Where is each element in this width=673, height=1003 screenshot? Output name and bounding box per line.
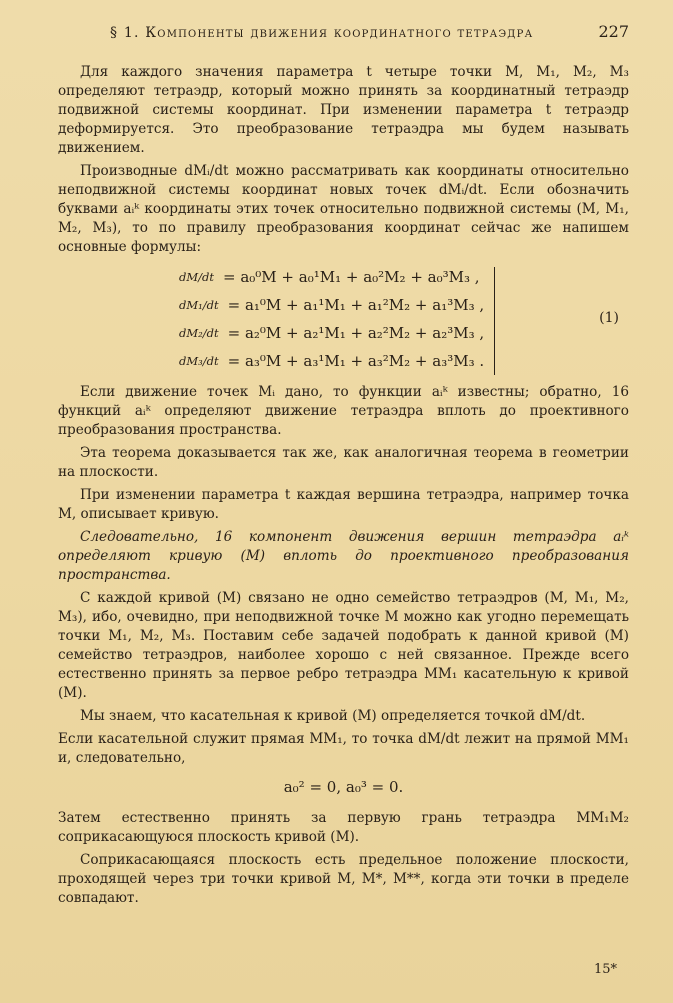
equation-lhs: dM₁/dt <box>179 297 219 312</box>
paragraph: С каждой кривой (M) связано не одно семейство тетраэдров (M, M₁, M₂, M₃), ибо, очевидно, при неподвижной точке M можно как угодно перемещать точки M₁, M₂, M₃. Поставим себе задачей подобрать к данной кривой (M) семейство тетраэдров, наиболее хорошо с ней связанное. Прежде всего естественно принять за первое ребро тетраэдра MM₁ касательную к кривой (M). <box>58 590 629 701</box>
running-header <box>58 22 629 41</box>
brace-divider <box>484 267 495 375</box>
equation-lhs: dM/dt <box>179 269 214 284</box>
paragraph: Мы знаем, что касательная к кривой (M) определяется точкой dM/dt. <box>80 708 586 724</box>
paragraph: Эта теорема доказывается так же, как аналогичная теорема в геометрии на плоскости. <box>58 445 629 480</box>
equation-rhs: = a₁⁰M + a₁¹M₁ + a₁²M₂ + a₁³M₃ , <box>227 295 485 314</box>
paragraph: При изменении параметра t каждая вершина тетраэдра, например точка M, описывает кривую. <box>58 487 629 522</box>
equation-row <box>176 347 629 375</box>
equation-number: (1) <box>599 310 619 326</box>
paragraph-theorem: Следовательно, 16 компонент движения вершин тетраэдра aᵢᵏ определяют кривую (M) вплоть до проективного преобразования пространства. <box>58 529 629 583</box>
paragraph: Если движение точек Mᵢ дано, то функции aᵢᵏ известны; обратно, 16 функций aᵢᵏ определяют движение тетраэдра вплоть до проективного преобразования пространства. <box>58 384 629 438</box>
equation-lhs: dM₂/dt <box>179 325 219 340</box>
equation-row <box>176 319 629 347</box>
paragraph: Затем естественно принять за первую грань тетраэдра MM₁M₂ соприкасающуюся плоскость кривой (M). <box>58 810 629 845</box>
paragraph: Производные dMᵢ/dt можно рассматривать как координаты относительно неподвижной системы координат новых точек dMᵢ/dt. Если обозначить буквами aᵢᵏ координаты этих точек относительно подвижной системы (M, M₁, M₂, M₃), то по правилу преобразования координат сейчас же напишем основные формулы: <box>58 163 629 255</box>
equation-row <box>176 291 629 319</box>
equation-lhs: dM₃/dt <box>179 353 219 368</box>
page-number: 227 <box>598 22 629 41</box>
paragraph: Для каждого значения параметра t четыре точки M, M₁, M₂, M₃ определяют тетраэдр, который можно принять за координатный тетраэдр подвижной системы координат. При изменении параметра t тетраэдр деформируется. Это преобразование тетраэдра мы будем называть движением. <box>58 64 629 156</box>
signature-mark: 15* <box>593 962 617 977</box>
equation-row <box>176 263 629 291</box>
centered-equation: a₀² = 0, a₀³ = 0. <box>283 778 404 796</box>
paragraph: Если касательной служит прямая MM₁, то точка dM/dt лежит на прямой MM₁ и, следовательно, <box>58 731 629 766</box>
equation-rhs: = a₀⁰M + a₀¹M₁ + a₀²M₂ + a₀³M₃ , <box>223 267 480 286</box>
header-title: § 1. Компоненты движения координатного тетраэдра <box>110 25 534 41</box>
paragraph: Соприкасающаяся плоскость есть предельное положение плоскости, проходящей через три точки кривой M, M*, M**, когда эти точки в пределе совпадают. <box>58 852 629 906</box>
equation-system <box>58 263 629 375</box>
equation-rhs: = a₂⁰M + a₂¹M₁ + a₂²M₂ + a₂³M₃ , <box>227 323 485 342</box>
equation-rhs: = a₃⁰M + a₃¹M₁ + a₃²M₂ + a₃³M₃ . <box>227 351 485 370</box>
page-body <box>58 63 629 908</box>
